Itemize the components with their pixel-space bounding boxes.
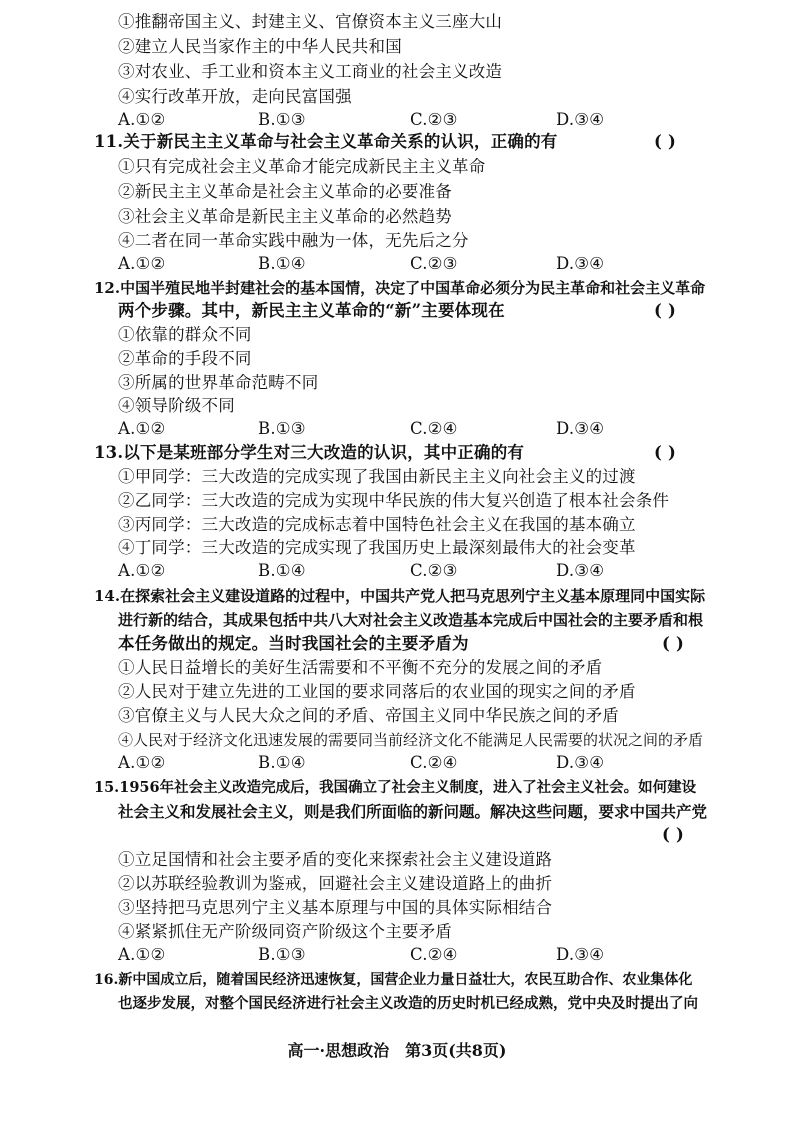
- choice-b: B.①③: [258, 110, 306, 129]
- choice-b: B.①③: [258, 419, 306, 438]
- q16-stem-line-2: 也逐步发展，对整个国民经济进行社会主义改造的历史时机已经成熟，党中央及时提出了向: [118, 995, 698, 1012]
- choice-d: D.③④: [556, 561, 605, 580]
- q15-option-1: ①立足国情和社会主要矛盾的变化来探索社会主义建设道路: [118, 850, 553, 869]
- q15-option-4: ④紧紧抓住无产阶级同资产阶级这个主要矛盾: [118, 922, 452, 941]
- q14-stem-line-1: 14.在探索社会主义建设道路的过程中，中国共产党人把马克思列宁主义基本原理同中国实际: [94, 587, 706, 605]
- q11-choices: [0, 252, 794, 276]
- q13-stem: 13.以下是某班部分学生对三大改造的认识，其中正确的有 ( ): [0, 441, 794, 465]
- q15-choices: [0, 943, 794, 967]
- q11-option-3: ③社会主义革命是新民主主义革命的必然趋势: [118, 207, 452, 226]
- choice-b: B.①④: [258, 753, 306, 772]
- choice-c: C.②④: [410, 419, 458, 438]
- q12-stem-line-1: 12.中国半殖民地半封建社会的基本国情，决定了中国革命必须分为民主革命和社会主义革命: [94, 279, 706, 297]
- page-footer: 高一·思想政治 第3页(共8页): [287, 1041, 507, 1060]
- q10-option-3: ③对农业、手工业和资本主义工商业的社会主义改造: [118, 62, 503, 81]
- q12-choices: [0, 417, 794, 441]
- q13-option-1: ①甲同学：三大改造的完成实现了我国由新民主主义向社会主义的过渡: [118, 467, 636, 486]
- choice-d: D.③④: [556, 945, 605, 964]
- q15-option-2: ②以苏联经验教训为鉴戒，回避社会主义建设道路上的曲折: [118, 874, 553, 893]
- q14-option-4: ④人民对于经济文化迅速发展的需要同当前经济文化不能满足人民需要的状况之间的矛盾: [118, 731, 704, 749]
- q11-option-4: ④二者在同一革命实践中融为一体，无先后之分: [118, 231, 469, 250]
- choice-a: A.①②: [118, 254, 166, 273]
- q13-choices: [0, 559, 794, 583]
- choice-a: A.①②: [118, 753, 166, 772]
- choice-c: C.②③: [410, 254, 458, 273]
- q14-option-2: ②人民对于建立先进的工业国的要求同落后的农业国的现实之间的矛盾: [118, 682, 636, 701]
- q12-option-4: ④领导阶级不同: [118, 396, 235, 415]
- q13-option-4: ④丁同学：三大改造的完成实现了我国历史上最深刻最伟大的社会变革: [118, 538, 636, 557]
- q11-option-1: ①只有完成社会主义革命才能完成新民主主义革命: [118, 157, 486, 176]
- choice-d: D.③④: [556, 110, 605, 129]
- q14-stem-line-3: 本任务做出的规定。当时我国社会的主要矛盾为 ( ): [0, 632, 794, 656]
- q10-option-4: ④实行改革开放，走向民富国强: [118, 87, 352, 106]
- choice-c: C.②③: [410, 110, 458, 129]
- q14-option-1: ①人民日益增长的美好生活需要和不平衡不充分的发展之间的矛盾: [118, 658, 603, 677]
- q12-option-3: ③所属的世界革命范畴不同: [118, 373, 319, 392]
- q15-paren-line: [0, 823, 794, 847]
- choice-a: A.①②: [118, 561, 166, 580]
- q15-stem-line-2: 社会主义和发展社会主义，则是我们所面临的新问题。解决这些问题，要求中国共产党: [118, 802, 708, 821]
- choice-b: B.①④: [258, 561, 306, 580]
- q15-stem-line-1: 15.1956年社会主义改造完成后，我国确立了社会主义制度，进入了社会主义社会。如何建设: [94, 779, 697, 796]
- choice-c: C.②④: [410, 945, 458, 964]
- q14-choices: [0, 751, 794, 775]
- choice-c: C.②④: [410, 753, 458, 772]
- q10-choices: [0, 108, 794, 132]
- q13-option-3: ③丙同学：三大改造的完成标志着中国特色社会主义在我国的基本确立: [118, 515, 636, 534]
- q14-stem-line-2: 进行新的结合，其成果包括中共八大对社会主义改造基本完成后中国社会的主要矛盾和根: [118, 611, 704, 629]
- answer-paren: ( ): [662, 825, 684, 844]
- choice-d: D.③④: [556, 753, 605, 772]
- q12-option-2: ②革命的手段不同: [118, 349, 252, 368]
- q11-option-2: ②新民主主义革命是社会主义革命的必要准备: [118, 182, 452, 201]
- choice-a: A.①②: [118, 110, 166, 129]
- q16-stem-line-1: 16.新中国成立后，随着国民经济迅速恢复，国营企业力量日益壮大，农民互助合作、农业集体化: [94, 972, 693, 988]
- q11-stem: 11.关于新民主主义革命与社会主义革命关系的认识，正确的有 ( ): [0, 130, 794, 154]
- q12-stem-line-2: 两个步骤。其中，新民主主义革命的“新”主要体现在 ( ): [0, 299, 794, 323]
- q15-option-3: ③坚持把马克思列宁主义基本原理与中国的具体实际相结合: [118, 898, 553, 917]
- answer-paren: ( ): [654, 301, 676, 320]
- q10-option-1: ①推翻帝国主义、封建主义、官僚资本主义三座大山: [118, 12, 503, 31]
- q10-option-2: ②建立人民当家作主的中华人民共和国: [118, 37, 402, 56]
- answer-paren: ( ): [654, 443, 676, 462]
- choice-d: D.③④: [556, 254, 605, 273]
- answer-paren: ( ): [654, 132, 676, 151]
- choice-c: C.②③: [410, 561, 458, 580]
- choice-b: B.①③: [258, 945, 306, 964]
- choice-b: B.①④: [258, 254, 306, 273]
- answer-paren: ( ): [662, 634, 684, 653]
- choice-a: A.①②: [118, 945, 166, 964]
- choice-d: D.③④: [556, 419, 605, 438]
- q14-option-3: ③官僚主义与人民大众之间的矛盾、帝国主义同中华民族之间的矛盾: [118, 706, 619, 725]
- q12-option-1: ①依靠的群众不同: [118, 325, 252, 344]
- q13-option-2: ②乙同学：三大改造的完成为实现中华民族的伟大复兴创造了根本社会条件: [118, 491, 670, 510]
- choice-a: A.①②: [118, 419, 166, 438]
